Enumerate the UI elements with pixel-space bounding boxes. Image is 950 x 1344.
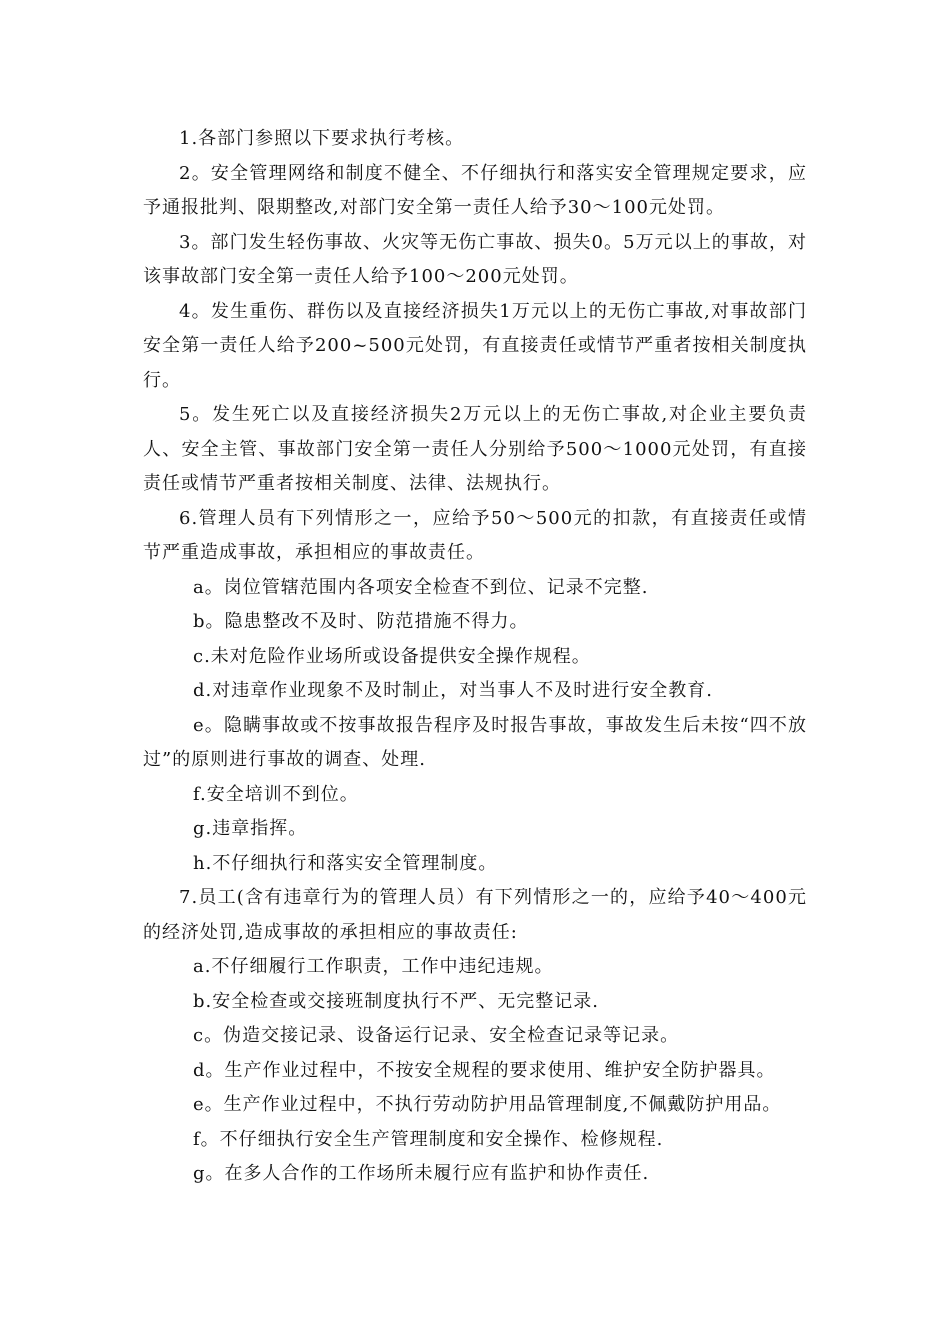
paragraph-5: 5。发生死亡以及直接经济损失2万元以上的无伤亡事故,对企业主要负责人、安全主管、事故部门安全第一责任人分别给予500～1000元处罚，有直接责任或情节严重者按相关制度、法律、法规执行。 — [143, 404, 807, 494]
list-item-7e: e。生产作业过程中，不执行劳动防护用品管理制度,不佩戴防护用品。 — [193, 1094, 782, 1115]
list-item-6d: d.对违章作业现象不及时制止，对当事人不及时进行安全教育. — [193, 680, 713, 701]
list-item-7f: f。不仔细执行安全生产管理制度和安全操作、检修规程. — [193, 1128, 664, 1150]
paragraph-4: 4。发生重伤、群伤以及直接经济损失1万元以上的无伤亡事故,对事故部门安全第一责任人给予200~500元处罚，有直接责任或情节严重者按相关制度执行。 — [143, 300, 807, 391]
paragraph-1: 1.各部门参照以下要求执行考核。 — [179, 128, 465, 149]
list-item-7d: d。生产作业过程中，不按安全规程的要求使用、维护安全防护器具。 — [193, 1059, 776, 1081]
list-item-7c: c。伪造交接记录、设备运行记录、安全检查记录等记录。 — [193, 1025, 680, 1046]
paragraph-7: 7.员工(含有违章行为的管理人员）有下列情形之一的，应给予40～400元的经济处罚,造成事故的承担相应的事故责任: — [143, 887, 807, 943]
list-item-7b: b.安全检查或交接班制度执行不严、无完整记录. — [193, 990, 599, 1012]
paragraph-3: 3。部门发生轻伤事故、火灾等无伤亡事故、损失0。5万元以上的事故，对该事故部门安全第一责任人给予100～200元处罚。 — [143, 231, 807, 287]
list-item-6a: a。岗位管辖范围内各项安全检查不到位、记录不完整. — [193, 576, 649, 598]
list-item-6f: f.安全培训不到位。 — [193, 783, 359, 805]
list-item-6h: h.不仔细执行和落实安全管理制度。 — [193, 852, 498, 874]
list-item-7g: g。在多人合作的工作场所未履行应有监护和协作责任. — [193, 1163, 650, 1184]
list-item-7a: a.不仔细履行工作职责，工作中违纪违规。 — [193, 956, 554, 977]
list-item-6b: b。隐患整改不及时、防范措施不得力。 — [193, 611, 529, 632]
list-item-6c: c.未对危险作业场所或设备提供安全操作规程。 — [193, 645, 591, 667]
paragraph-2: 2。安全管理网络和制度不健全、不仔细执行和落实安全管理规定要求，应予通报批判、限期整改,对部门安全第一责任人给予30～100元处罚。 — [143, 162, 807, 218]
list-item-6e: e。隐瞒事故或不按事故报告程序及时报告事故，事故发生后未按“四不放过”的原则进行事故的调查、处理. — [143, 714, 807, 770]
document-body — [143, 122, 807, 1192]
list-item-6g: g.违章指挥。 — [193, 818, 308, 839]
paragraph-6: 6.管理人员有下列情形之一，应给予50～500元的扣款，有直接责任或情节严重造成事故，承担相应的事故责任。 — [143, 507, 807, 563]
